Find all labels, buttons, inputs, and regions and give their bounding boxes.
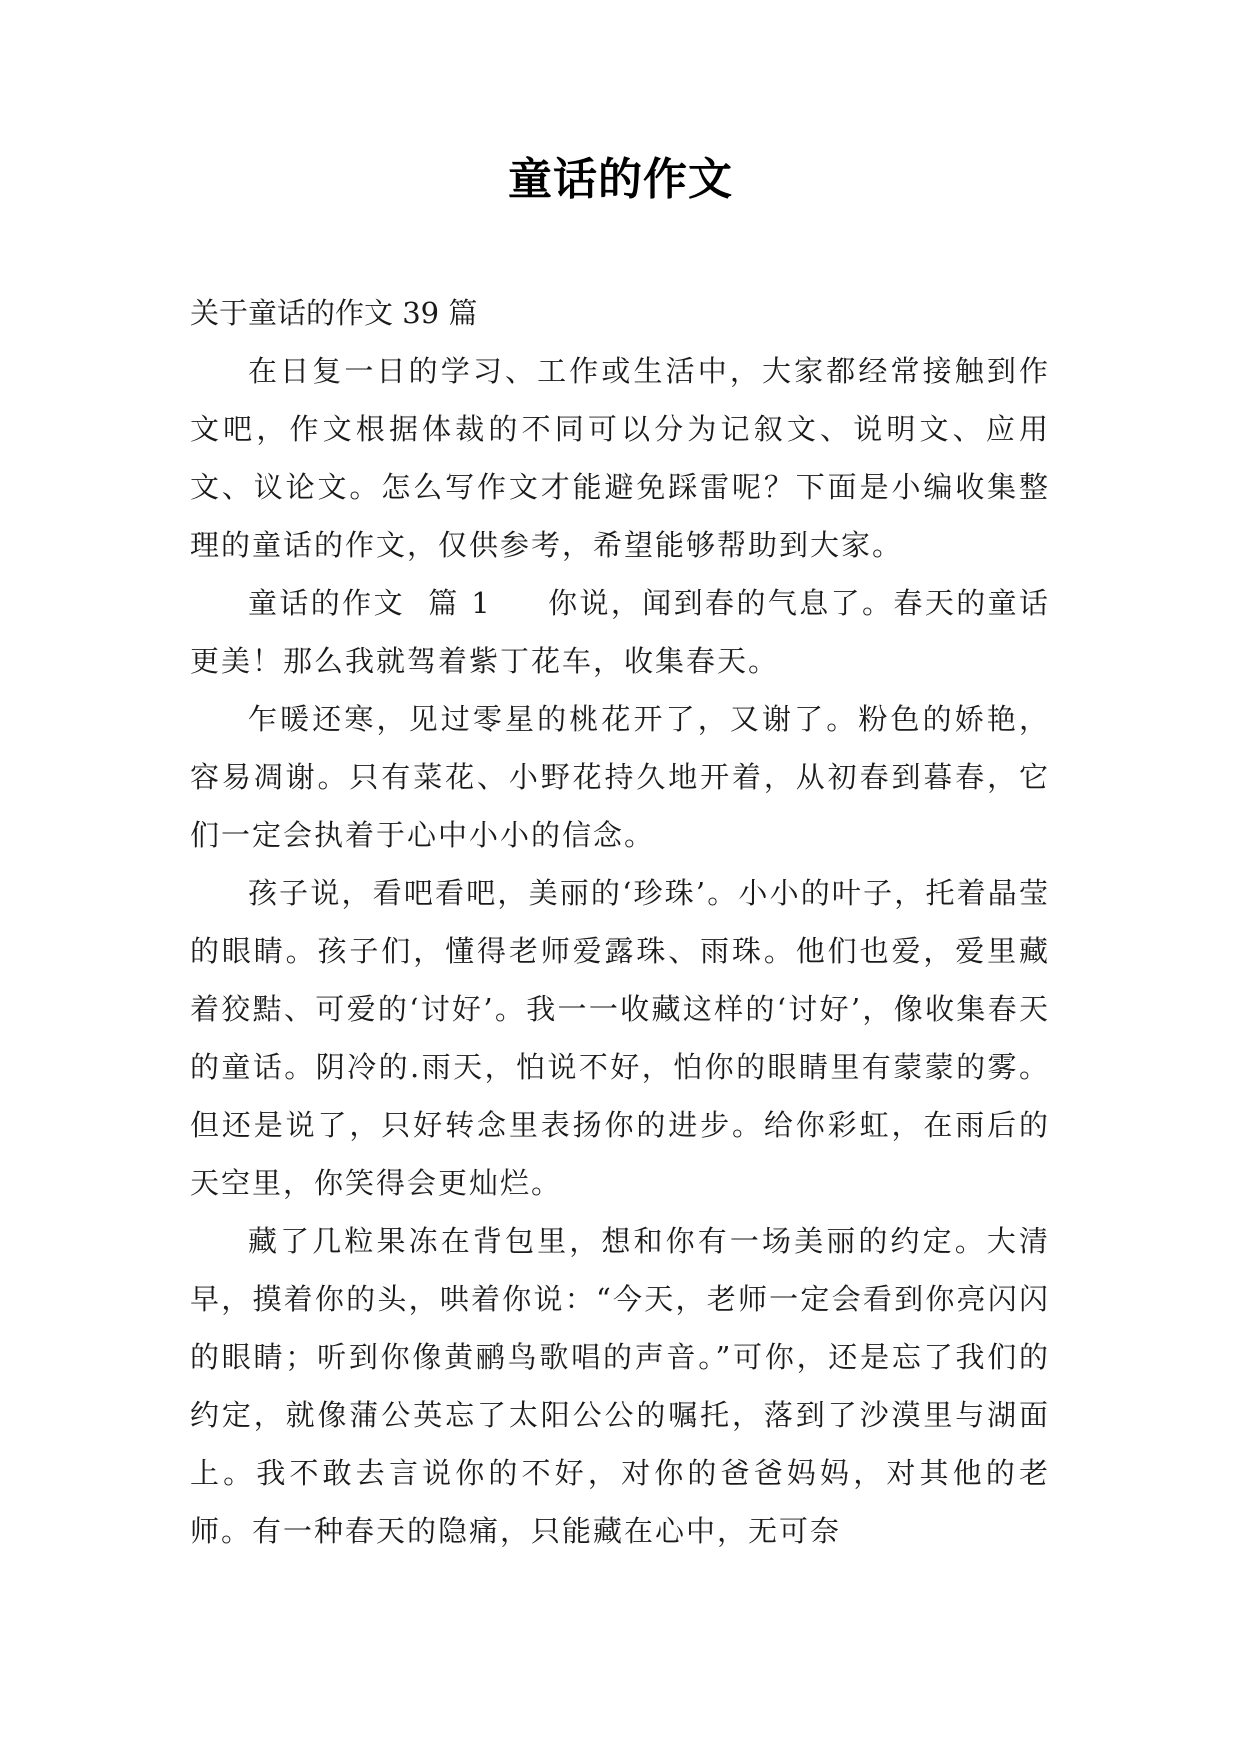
intro-paragraph: 在日复一日的学习、工作或生活中，大家都经常接触到作文吧，作文根据体裁的不同可以分为记叙文、说明文、应用文、议论文。怎么写作文才能避免踩雷呢？下面是小编收集整理的童话的作文，仅供参考，希望能够帮助到大家。 — [190, 354, 1050, 562]
document-title: 童话的作文 — [508, 154, 733, 205]
section-number: 篇 1 — [428, 586, 492, 620]
body-paragraph: 孩子说，看吧看吧，美丽的‘珍珠’。小小的叶子，托着晶莹的眼睛。孩子们，懂得老师爱露珠、雨珠。他们也爱，爱里藏着狡黠、可爱的‘讨好’。我一一收藏这样的‘讨好’，像收集春天的童话。阴冷的.雨天，怕说不好，怕你的眼睛里有蒙蒙的雾。但还是说了，只好转念里表扬你的进步。给你彩虹，在雨后的天空里，你笑得会更灿烂。 — [190, 876, 1050, 1200]
section-1-text: 你说，闻到春的气息了。春天的童话更美！那么我就驾着紫丁花车，收集春天。 — [190, 586, 1050, 678]
section-heading: 童话的作文 — [248, 586, 405, 620]
section-1-paragraph — [190, 574, 1050, 690]
document-subtitle: 关于童话的作文 39 篇 — [190, 296, 478, 330]
body-paragraph: 乍暖还寒，见过零星的桃花开了，又谢了。粉色的娇艳，容易凋谢。只有菜花、小野花持久地开着，从初春到暮春，它们一定会执着于心中小小的信念。 — [190, 702, 1050, 852]
body-paragraph: 藏了几粒果冻在背包里，想和你有一场美丽的约定。大清早，摸着你的头，哄着你说：“今天，老师一定会看到你亮闪闪的眼睛；听到你像黄鹂鸟歌唱的声音。”可你，还是忘了我们的约定，就像蒲公英忘了太阳公公的嘱托，落到了沙漠里与湖面上。我不敢去言说你的不好，对你的爸爸妈妈，对其他的老师。有一种春天的隐痛，只能藏在心中，无可奈 — [190, 1224, 1050, 1548]
document-body — [190, 284, 1050, 1560]
